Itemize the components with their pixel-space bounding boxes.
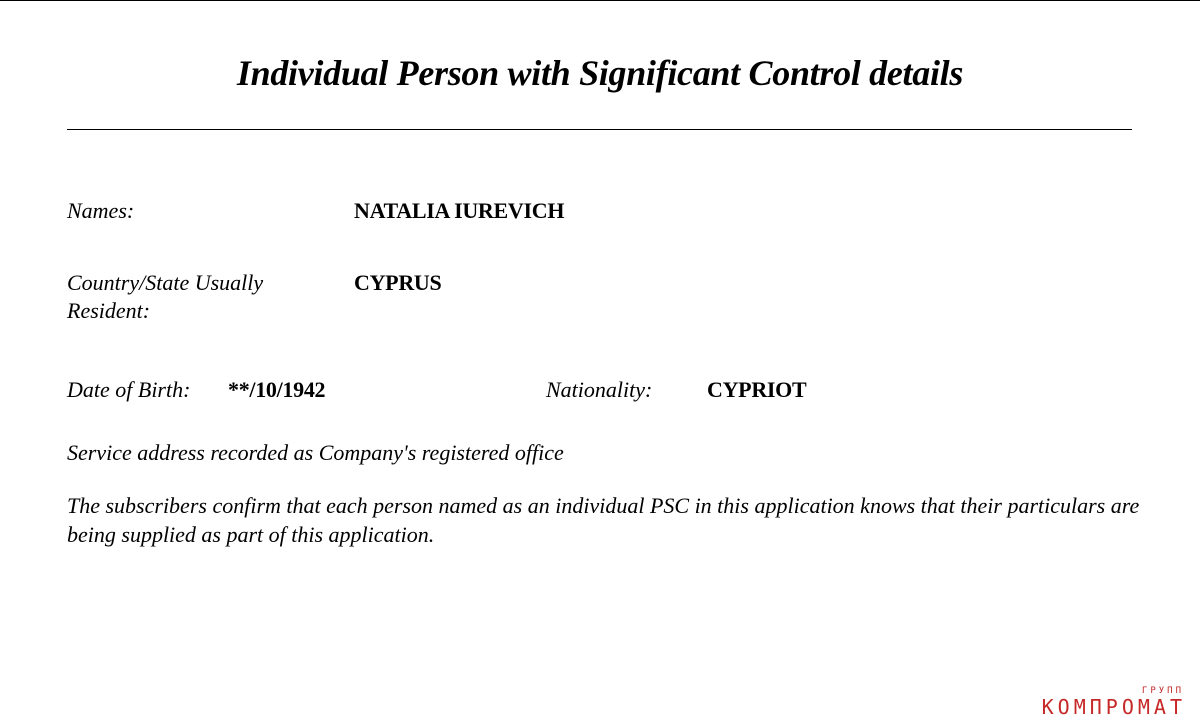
service-address-note: Service address recorded as Company's registered office [67,440,564,465]
nationality-value: CYPRIOT [707,377,807,402]
names-label: Names: [67,198,135,223]
top-border [0,0,1200,1]
names-value: NATALIA IUREVICH [354,198,565,223]
country-resident-value: CYPRUS [354,270,442,295]
title-divider [67,129,1132,130]
date-of-birth-value: **/10/1942 [228,377,326,402]
confirmation-note: The subscribers confirm that each person named as an individual PSC in this application knows that their particulars are being supplied as part of this application. [67,493,1140,547]
country-resident-label: Country/State Usually Resident: [67,270,264,323]
nationality-label: Nationality: [546,377,653,402]
date-of-birth-label: Date of Birth: [67,377,191,402]
document-title: Individual Person with Significant Control details [236,53,964,93]
watermark-main-text: КОМПРОМАТ [1041,695,1186,719]
watermark-logo [1042,686,1186,718]
watermark-small-text: ГРУПП [1141,686,1184,696]
